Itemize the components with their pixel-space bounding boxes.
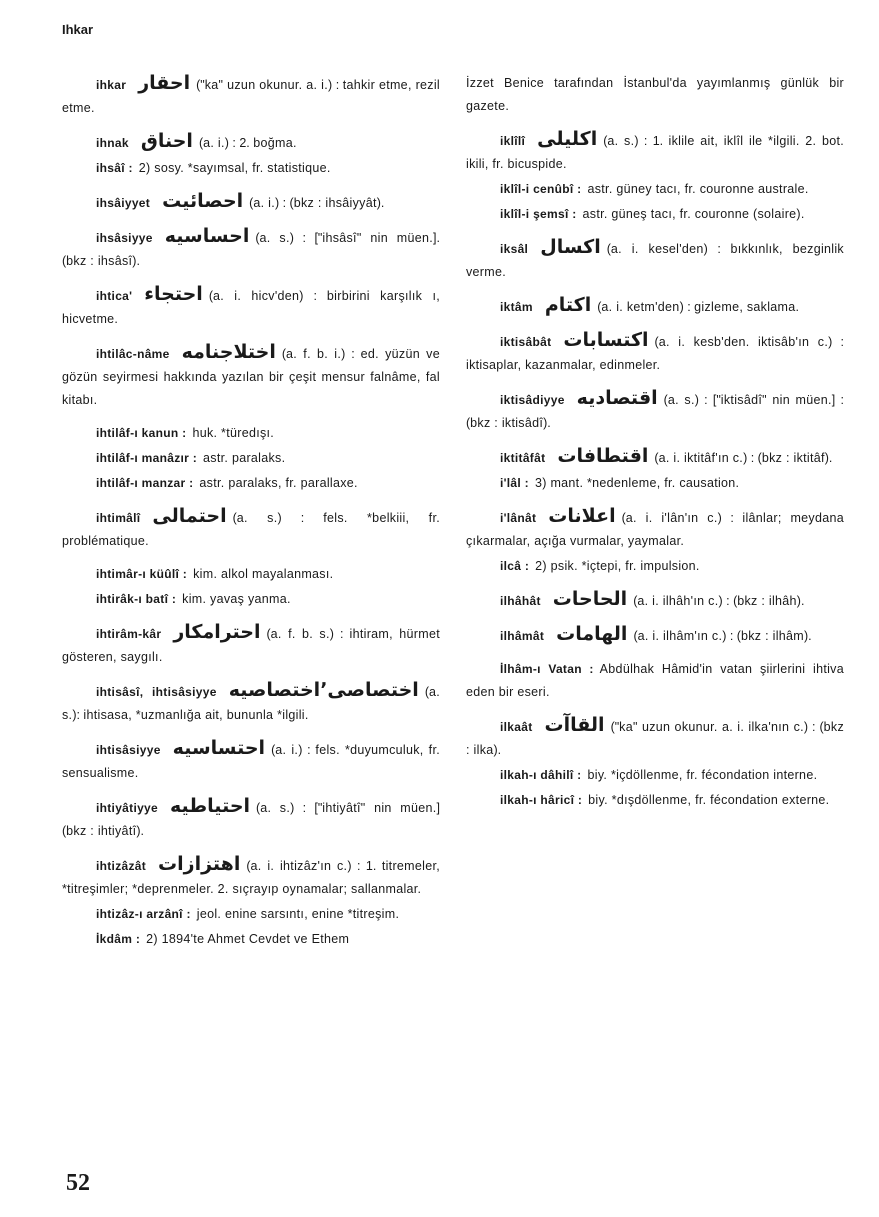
dictionary-entry [62,447,440,470]
entry-arabic-script: اكتام [544,294,592,316]
running-head: Ihkar [62,22,94,37]
entry-arabic-script: اعلانات [548,505,616,527]
entry-arabic-script: احصائيت [162,190,244,212]
dictionary-entry [466,329,844,377]
entry-headword: ilkaât [500,720,533,734]
entry-headword: ihtiyâtiyye [96,801,158,815]
dictionary-entry [466,128,844,176]
entry-definition: astr. paralaks. [203,451,286,465]
entry-headword: ihkar [96,78,127,92]
dictionary-entry [466,623,844,648]
entry-headword: ilhâhât [500,594,541,608]
dictionary-entry [466,588,844,613]
entry-headword: ihsâiyyet [96,196,151,210]
entry-arabic-script: اهتزازات [158,853,241,875]
entry-definition: 2) sosy. *sayımsal, fr. statistique. [138,161,331,175]
entry-definition: kim. yavaş yanma. [182,592,291,606]
entry-arabic-script: احناق [140,130,193,152]
entry-definition: astr. güney tacı, fr. couronne australe. [587,182,809,196]
entry-definition: astr. güneş tacı, fr. couronne (solaire). [582,207,805,221]
dictionary-entry [62,928,440,951]
entry-definition: (a. i. ilhâm'ın c.) : (bkz : ilhâm). [633,629,812,643]
dictionary-entry [466,472,844,495]
dictionary-entry [62,225,440,273]
dictionary-entry [466,714,844,762]
entry-headword: ihtica' [96,289,133,303]
entry-headword: ihtizâzât [96,859,147,873]
entry-headword: ihtisâsî, ihtisâsiyye [96,685,217,699]
entry-definition: (a. i. ilhâh'ın c.) : (bkz : ilhâh). [633,594,805,608]
dictionary-entry [62,903,440,926]
entry-headword: iklîl-i cenûbî : [500,182,582,196]
entry-arabic-script: الهامات [556,623,628,645]
dictionary-entry [62,505,440,553]
entry-arabic-script: اختلاجنامه [181,341,276,363]
dictionary-entry [466,387,844,435]
dictionary-entry [466,203,844,226]
dictionary-entry [466,294,844,319]
entry-definition: İzzet Benice tarafından İstanbul'da yayımlanmış günlük bir gazete. [466,76,844,113]
entry-definition: (a. s.) : fels. *belkiii, fr. problématique. [62,511,440,548]
entry-arabic-script: احساسيه [164,225,250,247]
entry-definition: (a. s.) : ["ihtiyâtî" nin müen.] (bkz : ihtiyâtî). [62,801,440,838]
entry-definition: ("ka" uzun okunur. a. i.) : tahkir etme, rezil etme. [62,78,440,115]
entry-definition: astr. paralaks, fr. parallaxe. [199,476,358,490]
entry-headword: ilkah-ı hâricî : [500,793,583,807]
dictionary-entry [62,679,440,727]
entry-definition: (a. i. i'lân'ın c.) : ilânlar; meydana çıkarmalar, açığa vurmalar, yaymalar. [466,511,844,548]
entry-headword: ihtirâk-ı batî : [96,592,177,606]
entry-definition: (a. i. ketm'den) : gizleme, saklama. [597,300,800,314]
entry-definition: (a. i. hicv'den) : birbirini karşılık ı, hicvetme. [62,289,440,326]
entry-definition: kim. alkol mayalanması. [193,567,334,581]
dictionary-entry [62,190,440,215]
entry-definition: biy. *içdöllenme, fr. fécondation interne. [587,768,818,782]
entry-arabic-script: القاآت [544,714,605,736]
dictionary-entry [62,621,440,669]
entry-headword: iktisâdiyye [500,393,565,407]
dictionary-entry [466,789,844,812]
entry-definition: jeol. enine sarsıntı, enine *titreşim. [196,907,400,921]
dictionary-entry [466,658,844,704]
entry-definition: (a. i. kesb'den. iktisâb'ın c.) : iktisaplar, kazanmalar, edinmeler. [466,335,844,372]
dictionary-entry [62,853,440,901]
entry-definition: 3) mant. *nedenleme, fr. causation. [534,476,740,490]
entry-headword: i'lâl : [500,476,529,490]
entry-definition: (a. s.) : ["iktisâdî" nin müen.] : (bkz : iktisâdî). [466,393,844,430]
entry-arabic-script: احقار [138,72,191,94]
entry-definition: biy. *dışdöllenme, fr. fécondation externe. [588,793,830,807]
entry-headword: ihtilâf-ı manâzır : [96,451,198,465]
entry-arabic-script: احتياطيه [170,795,251,817]
dictionary-entry [466,236,844,284]
entry-definition: (a. i. ihtizâz'ın c.) : 1. titremeler, *titreşimler; *deprenmeler. 2. sıçrayıp oynamalar; sallanmalar. [62,859,440,896]
dictionary-entry [466,72,844,118]
entry-headword: iktâm [500,300,533,314]
entry-headword: ihtilâf-ı kanun : [96,426,187,440]
entry-definition: Abdülhak Hâmid'in vatan şiirlerini ihtiva eden bir eseri. [466,662,844,699]
entry-arabic-script: احترامكار [173,621,261,643]
entry-definition: 2) 1894'te Ahmet Cevdet ve Ethem [146,932,350,946]
left-column [62,72,440,961]
entry-headword: ihsâî : [96,161,133,175]
entry-headword: ihtirâm-kâr [96,627,162,641]
dictionary-entry [62,563,440,586]
dictionary-entry [62,472,440,495]
dictionary-entry [62,283,440,331]
entry-arabic-script: اقتطافات [557,445,649,467]
entry-headword: ihtilâc-nâme [96,347,170,361]
entry-headword: İkdâm : [96,932,141,946]
dictionary-entry [62,422,440,445]
dictionary-entry [62,157,440,180]
entry-headword: ilcâ : [500,559,530,573]
entry-headword: İlhâm-ı Vatan : [500,662,594,676]
entry-definition: ("ka" uzun okunur. a. i. ilka'nın c.) : (bkz : ilka). [466,720,844,757]
entry-headword: ihnak [96,136,129,150]
entry-headword: ihsâsiyye [96,231,153,245]
entry-arabic-script: اقتصاديه [576,387,658,409]
entry-headword: ihtizâz-ı arzânî : [96,907,191,921]
entry-arabic-script: اختصاصى٬اختصاصيه [228,679,419,701]
entry-headword: i'lânât [500,511,537,525]
entry-definition: (a. f. b. s.) : ihtiram, hürmet gösteren, saygılı. [62,627,440,664]
dictionary-entry [62,737,440,785]
entry-headword: iklîl-i şemsî : [500,207,577,221]
entry-definition: (a. s.): ihtisasa, *uzmanlığa ait, bununla *ilgili. [62,685,440,722]
dictionary-entry [466,555,844,578]
dictionary-entry [466,445,844,470]
dictionary-entry [62,341,440,412]
entry-headword: iktitâfât [500,451,546,465]
right-column [466,72,844,822]
page-number: 52 [66,1170,90,1196]
dictionary-entry [62,588,440,611]
entry-headword: ilhâmât [500,629,545,643]
entry-definition: (a. i.) : 2. boğma. [198,136,297,150]
entry-definition: (a. i. iktitâf'ın c.) : (bkz : iktitâf). [654,451,833,465]
entry-definition: (a. i.) : (bkz : ihsâiyyât). [249,196,385,210]
entry-arabic-script: احتساسيه [172,737,266,759]
entry-arabic-script: الحاحات [552,588,628,610]
entry-definition: huk. *türedışı. [192,426,275,440]
entry-definition: (a. i.) : fels. *duyumculuk, fr. sensualisme. [62,743,440,780]
entry-headword: ihtimâr-ı küûlî : [96,567,188,581]
entry-headword: ihtimâlî [96,511,141,525]
dictionary-entry [466,764,844,787]
entry-headword: iksâl [500,242,529,256]
dictionary-entry [62,130,440,155]
entry-definition: (a. i. kesel'den) : bıkkınlık, bezginlik verme. [466,242,844,279]
entry-definition: (a. f. b. i.) : ed. yüzün ve gözün seyirmesi hakkında yazılan bir çeşit mensur falnâme, fal kitabı. [62,347,440,407]
entry-headword: ihtisâsiyye [96,743,161,757]
entry-arabic-script: احتمالى [152,505,227,527]
entry-headword: ihtilâf-ı manzar : [96,476,194,490]
dictionary-entry [466,505,844,553]
entry-definition: (a. s.) : ["ihsâsî" nin müen.]. (bkz : ihsâsî). [62,231,440,268]
entry-definition: 2) psik. *içtepi, fr. impulsion. [535,559,700,573]
entry-arabic-script: اكتسابات [563,329,649,351]
entry-headword: ilkah-ı dâhilî : [500,768,582,782]
entry-arabic-script: اكسال [540,236,601,258]
entry-arabic-script: اكليلى [537,128,598,150]
dictionary-entry [62,72,440,120]
entry-headword: iklîlî [500,134,526,148]
entry-headword: iktisâbât [500,335,552,349]
dictionary-entry [466,178,844,201]
entry-arabic-script: احتجاء [144,283,203,305]
dictionary-entry [62,795,440,843]
entry-definition: (a. s.) : 1. iklile ait, iklîl ile *ilgili. 2. bot. ikili, fr. bicuspide. [466,134,844,171]
